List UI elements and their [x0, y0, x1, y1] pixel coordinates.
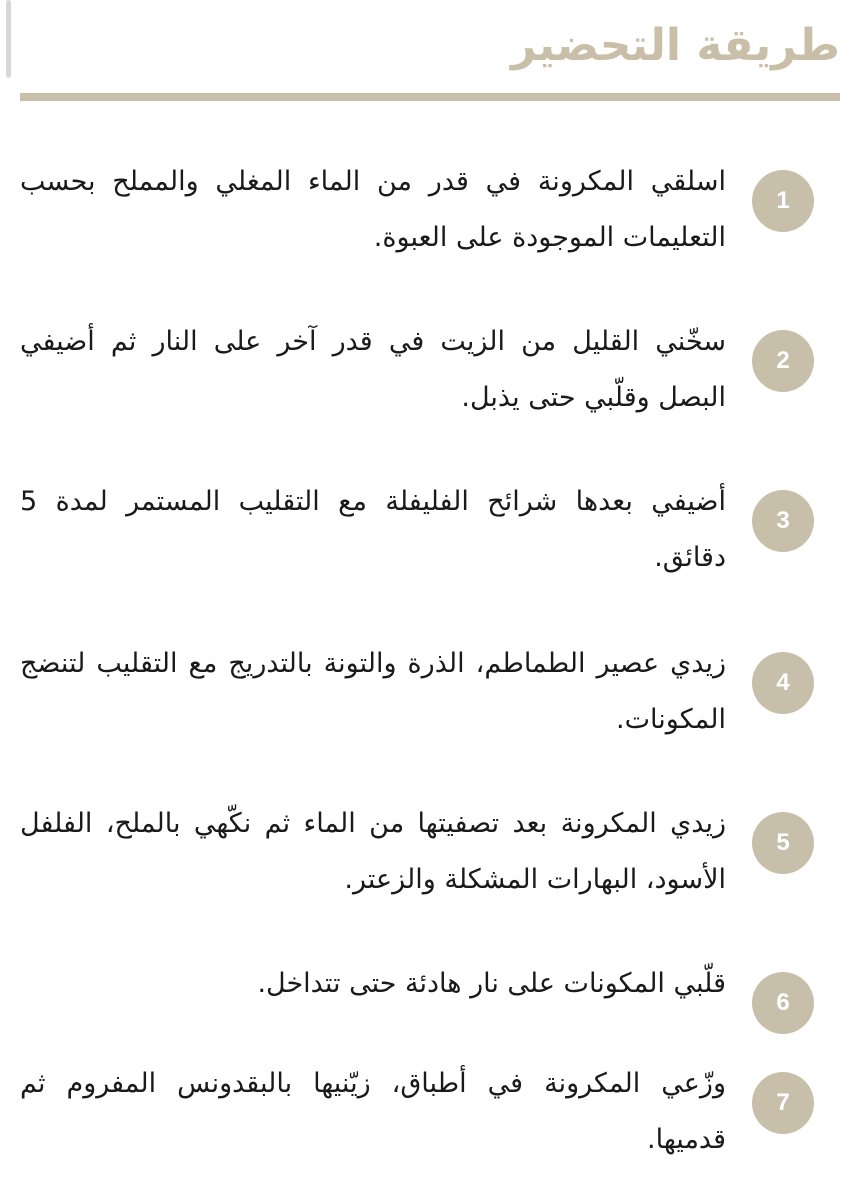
- step-number-badge: 7: [752, 1072, 814, 1134]
- step-number-badge: 6: [752, 972, 814, 1034]
- step-item: [20, 1050, 814, 1180]
- step-item: [20, 308, 814, 468]
- step-text: زيدي المكرونة بعد تصفيتها من الماء ثم نكّهي بالملح، الفلفل الأسود، البهارات المشكلة والزعتر.: [20, 808, 726, 895]
- page-title: طريقة التحضير: [511, 20, 840, 71]
- step-text: قلّبي المكونات على نار هادئة حتى تتداخل.: [257, 968, 726, 999]
- step-item: [20, 468, 814, 630]
- steps-list: [20, 148, 814, 1180]
- header: [20, 14, 840, 78]
- scroll-indicator[interactable]: [6, 0, 11, 78]
- step-text: وزّعي المكرونة في أطباق، زيّنيها بالبقدونس المفروم ثم قدميها.: [20, 1068, 726, 1155]
- step-text: سخّني القليل من الزيت في قدر آخر على النار ثم أضيفي البصل وقلّبي حتى يذبل.: [20, 326, 726, 413]
- step-number-badge: 5: [752, 812, 814, 874]
- step-text: أضيفي بعدها شرائح الفليفلة مع التقليب المستمر لمدة 5 دقائق.: [20, 486, 726, 573]
- step-text: اسلقي المكرونة في قدر من الماء المغلي والمملح بحسب التعليمات الموجودة على العبوة.: [20, 166, 726, 253]
- step-item: [20, 630, 814, 790]
- step-number-badge: 2: [752, 330, 814, 392]
- step-item: [20, 950, 814, 1050]
- step-number-badge: 3: [752, 490, 814, 552]
- step-item: [20, 148, 814, 308]
- step-number-badge: 4: [752, 652, 814, 714]
- step-text: زيدي عصير الطماطم، الذرة والتونة بالتدريج مع التقليب لتنضج المكونات.: [20, 648, 726, 735]
- title-divider: [20, 93, 840, 101]
- step-number-badge: 1: [752, 170, 814, 232]
- step-item: [20, 790, 814, 950]
